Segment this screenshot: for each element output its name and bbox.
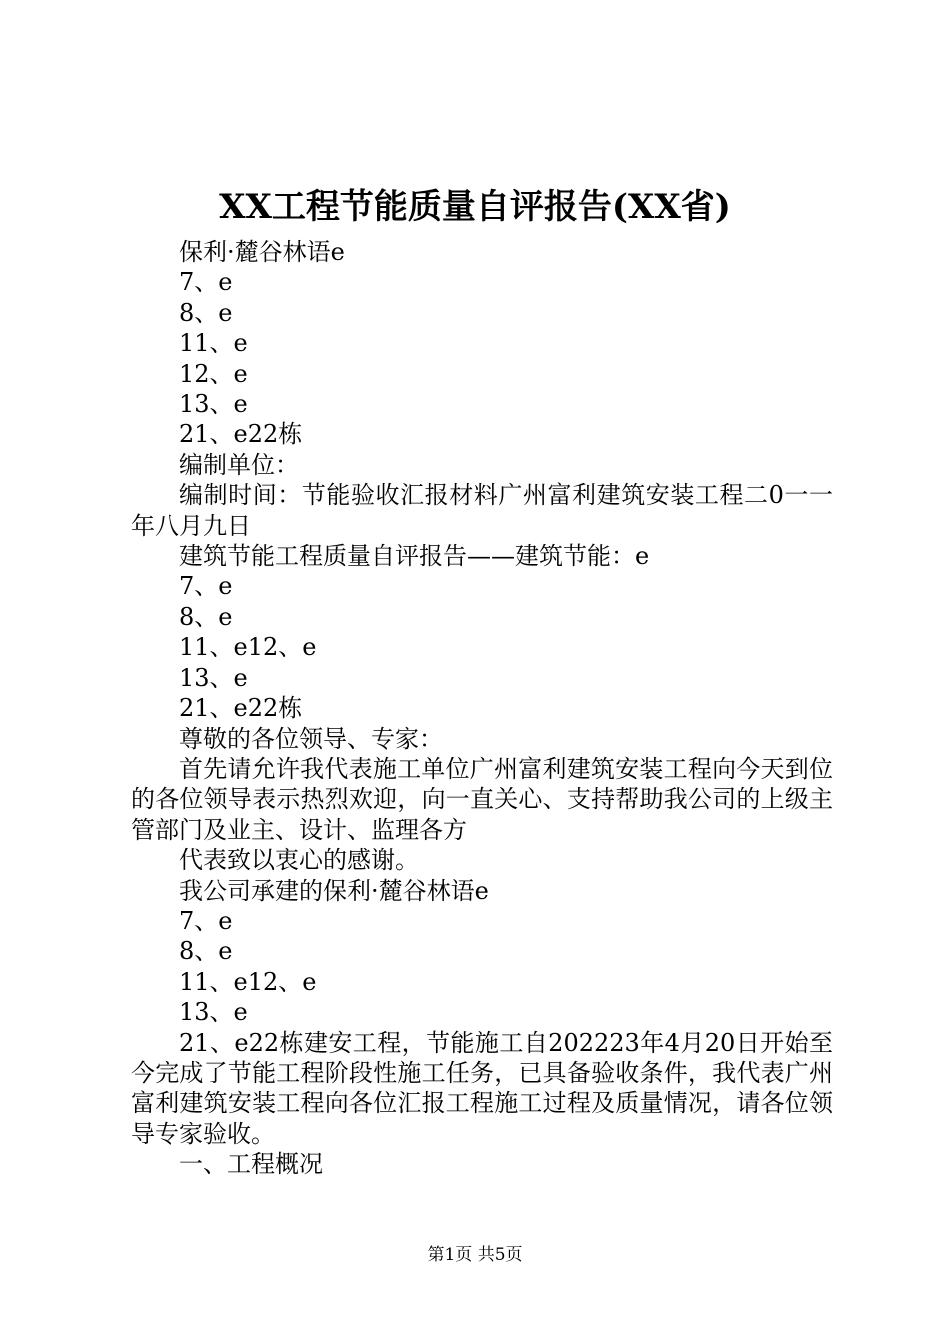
paragraph: 13、e	[179, 663, 248, 692]
paragraph: 21、e22栋	[179, 420, 303, 449]
page-number: 第1页 共5页	[427, 1245, 523, 1265]
paragraph: 建筑节能工程质量自评报告——建筑节能：e	[179, 542, 650, 571]
paragraph: 11、e	[179, 329, 248, 358]
paragraph: 保利·麓谷林语e	[179, 238, 345, 266]
paragraph: 一、工程概况	[179, 1150, 323, 1179]
paragraph: 21、e22栋	[179, 694, 303, 723]
paragraph: 编制单位：	[179, 450, 299, 479]
paragraph: 7、e	[179, 268, 233, 297]
paragraph: 12、e	[179, 359, 248, 388]
paragraph: 首先请允许我代表施工单位广州富利建筑安装工程向今天到位的各位领导表示热烈欢迎，向一直关心、支持帮助我公司的上级主管部门及业主、设计、监理各方	[131, 754, 833, 844]
paragraph: 13、e	[179, 998, 248, 1027]
paragraph: 尊敬的各位领导、专家：	[179, 724, 443, 753]
paragraph: 代表致以衷心的感谢。	[179, 846, 419, 875]
paragraph: 8、e	[179, 602, 233, 631]
paragraph: 21、e22栋建安工程，节能施工自202223年4月20日开始至今完成了节能工程阶段性施工任务，已具备验收条件，我代表广州富利建筑安装工程向各位汇报工程施工过程及质量情况，请各位领导专家验收。	[131, 1028, 833, 1148]
paragraph: 11、e12、e	[179, 633, 317, 662]
document-body	[131, 237, 833, 1180]
paragraph: 11、e12、e	[179, 967, 317, 996]
paragraph: 我公司承建的保利·麓谷林语e	[179, 876, 489, 905]
paragraph: 8、e	[179, 937, 233, 966]
paragraph: 8、e	[179, 298, 233, 327]
paragraph: 13、e	[179, 390, 248, 419]
paragraph: 7、e	[179, 572, 233, 601]
document-title: XX工程节能质量自评报告(XX省)	[219, 187, 731, 227]
paragraph: 7、e	[179, 906, 233, 935]
paragraph: 编制时间：节能验收汇报材料广州富利建筑安装工程二0一一年八月九日	[131, 481, 833, 540]
